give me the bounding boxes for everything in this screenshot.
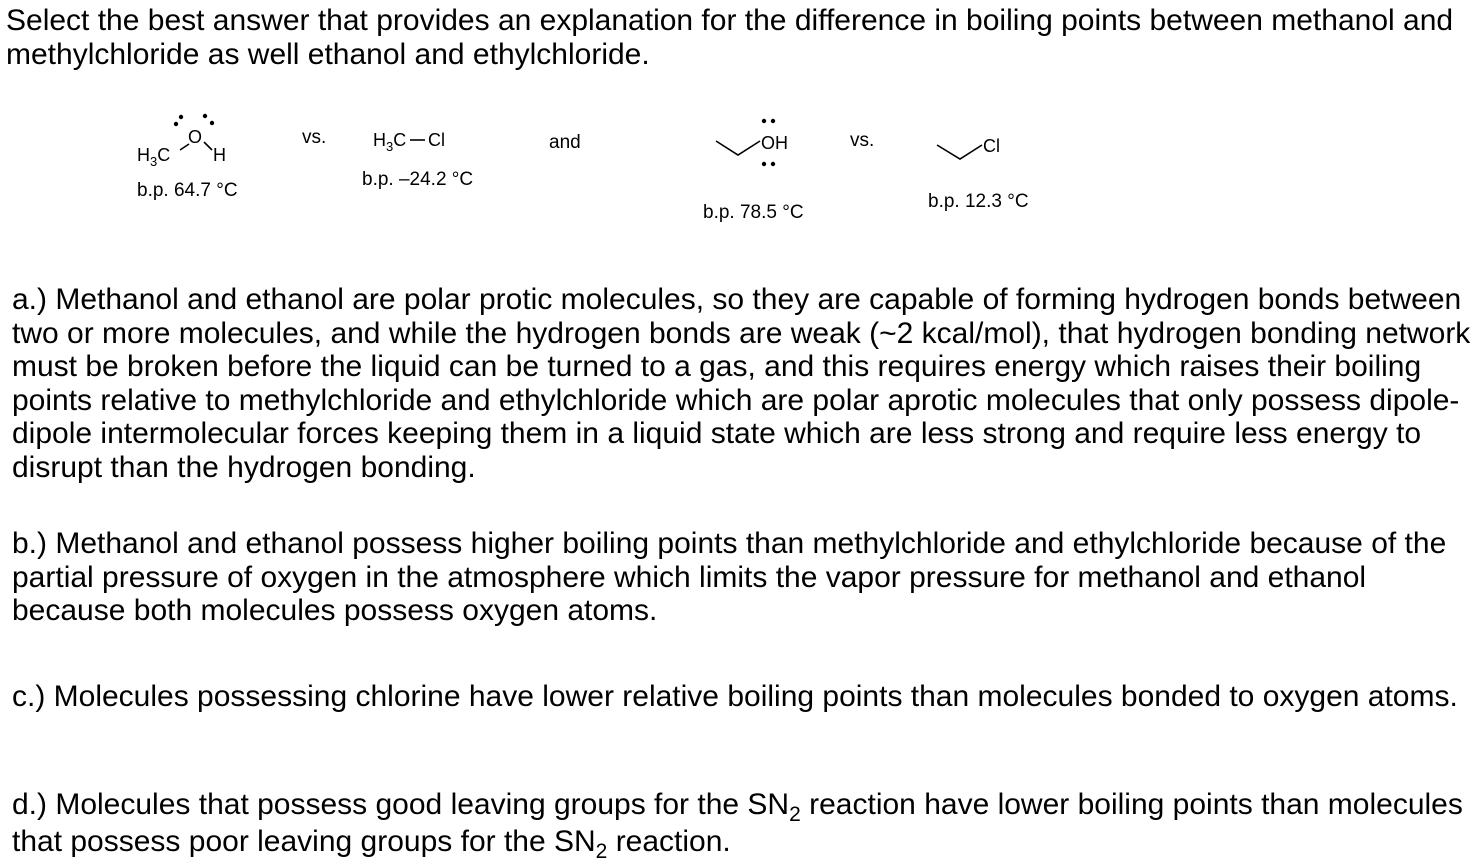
vs-label-2: vs.: [850, 130, 875, 151]
question-text: Select the best answer that provides an explanation for the difference in boiling points between methanol and methylchloride as well ethanol and ethylchloride.: [6, 4, 1454, 71]
answer-option-b[interactable]: b.) Methanol and ethanol possess higher boiling points than methylchloride and ethylchloride because of the partial pressure of oxygen in the atmosphere which limits the vapor pressure for methanol and ethanol because both molecules possess oxygen atoms.: [12, 527, 1447, 627]
ethylchloride-chlorine-label: Cl: [983, 136, 1000, 156]
option-d-subscript-2: 2: [595, 840, 608, 863]
and-label: and: [549, 132, 581, 153]
answer-option-d[interactable]: [12, 786, 1472, 863]
methanol-oxygen-label: O: [188, 127, 203, 147]
option-d-subscript-1: 2: [789, 803, 801, 826]
methanol-hydrogen-label: H: [213, 145, 226, 165]
ethylchloride-bp-label: b.p. 12.3 °C: [928, 191, 1029, 212]
methylchloride-chlorine-label: Cl: [428, 130, 445, 150]
vs-label-1: vs.: [302, 127, 327, 148]
option-d-text-1: d.) Molecules that possess good leaving groups for the SN: [12, 788, 790, 821]
answer-option-a[interactable]: a.) Methanol and ethanol are polar protic molecules, so they are capable of forming hydrogen bonds between two or more molecules, and while the hydrogen bonds are weak (~2 kcal/mol), that hydrogen bonding network must be broken before the liquid can be turned to a gas, and this requires energy which raises their boiling points relative to methylchloride and ethylchloride which are polar aprotic molecules that only possess dipole-dipole intermolecular forces keeping them in a liquid state which are less strong and require less energy to disrupt than the hydrogen bonding.: [12, 283, 1471, 484]
methylchloride-bp-label: b.p. –24.2 °C: [362, 169, 474, 190]
option-d-text-3: reaction.: [607, 825, 731, 858]
answer-option-c[interactable]: c.) Molecules possessing chlorine have lower relative boiling points than molecules bonded to oxygen atoms.: [12, 680, 1458, 713]
methylchloride-h3c-label: $H_3C$: [373, 130, 407, 154]
option-d-text-2: reaction have lower boiling points than molecules that possess poor leaving groups for the SN: [12, 788, 1463, 858]
methanol-h3c-label: $H_3C$: [137, 145, 171, 169]
methanol-bp-label: b.p. 64.7 °C: [137, 180, 238, 201]
ethanol-oh-label: OH: [761, 133, 788, 153]
ethanol-bp-label: b.p. 78.5 °C: [703, 202, 804, 223]
